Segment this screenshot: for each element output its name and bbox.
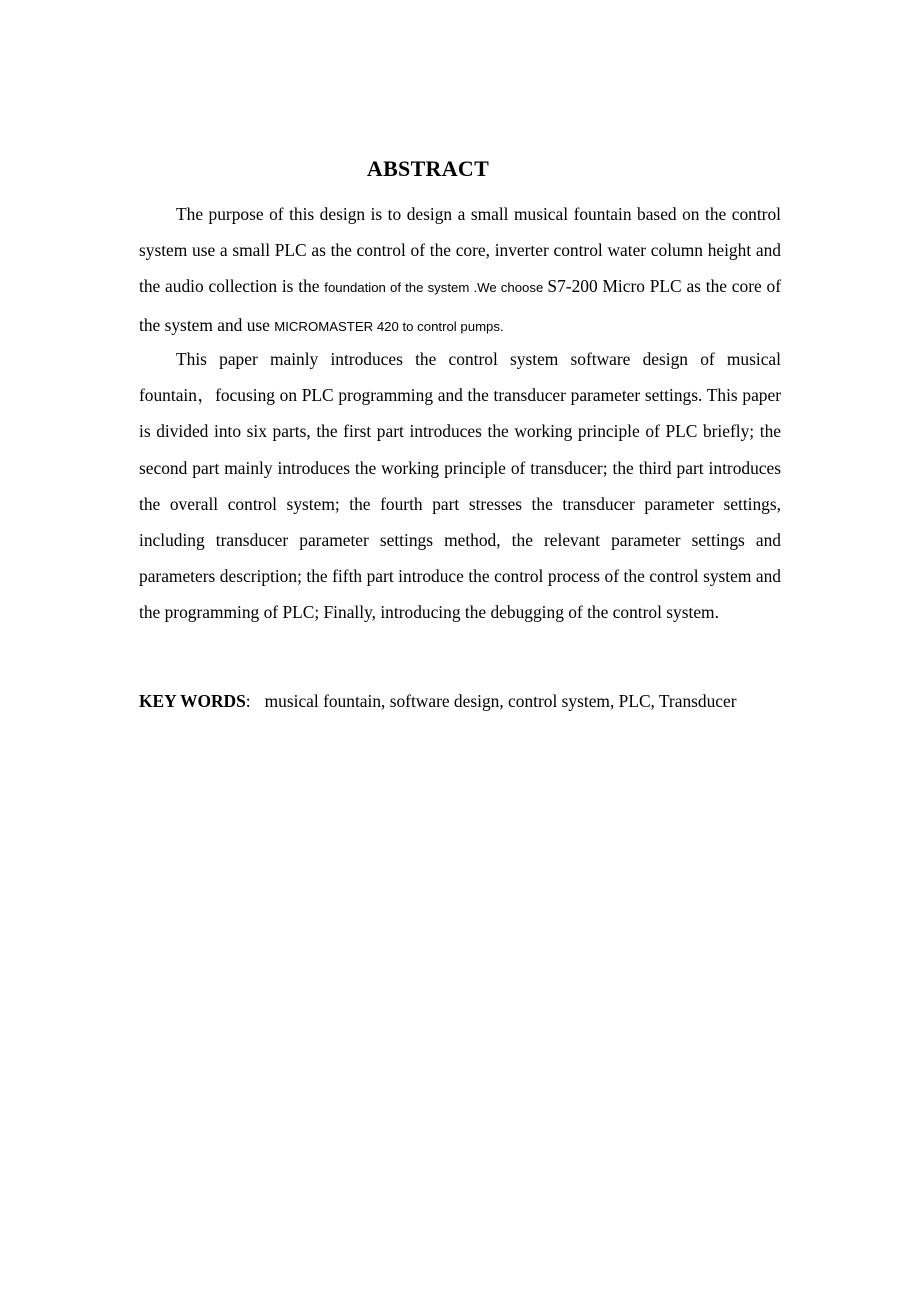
paragraph-1-text-d: MICROMASTER 420 to control pumps. bbox=[274, 318, 504, 334]
keywords-colon: : bbox=[245, 691, 251, 711]
keywords-label: KEY WORDS bbox=[139, 691, 246, 711]
abstract-paragraph-2: This paper mainly introduces the control system software design of musical fountain，focusing on PLC programming and the transducer parameter settings. This paper is divided into six parts, the first part introduces the working principle of PLC briefly; the second part mainly introduces the working principle of transducer; the third part introduces the overall control system; the fourth part stresses the transducer parameter settings, including transducer parameter settings method, the relevant parameter settings and parameters description; the fifth part introduce the control process of the control system and the programming of PLC; Finally, introducing the debugging of the control system. bbox=[139, 349, 781, 623]
paragraph-1-text-a: The purpose of this design is to design a small musical fountain based on the control system use a small PLC as the control of the core, inverter control water column height and the audio collection is the bbox=[139, 204, 781, 297]
abstract-paragraph-1 bbox=[139, 196, 781, 345]
abstract-heading: ABSTRACT bbox=[366, 156, 490, 181]
keywords-value: musical fountain, software design, control system, PLC, Transducer bbox=[264, 691, 737, 711]
paragraph-1-text-c: S7-200 Micro PLC as the core of the system and use bbox=[139, 276, 781, 335]
keywords-line bbox=[139, 691, 799, 712]
paragraph-1-text-b: foundation of the system .We choose bbox=[324, 280, 548, 296]
